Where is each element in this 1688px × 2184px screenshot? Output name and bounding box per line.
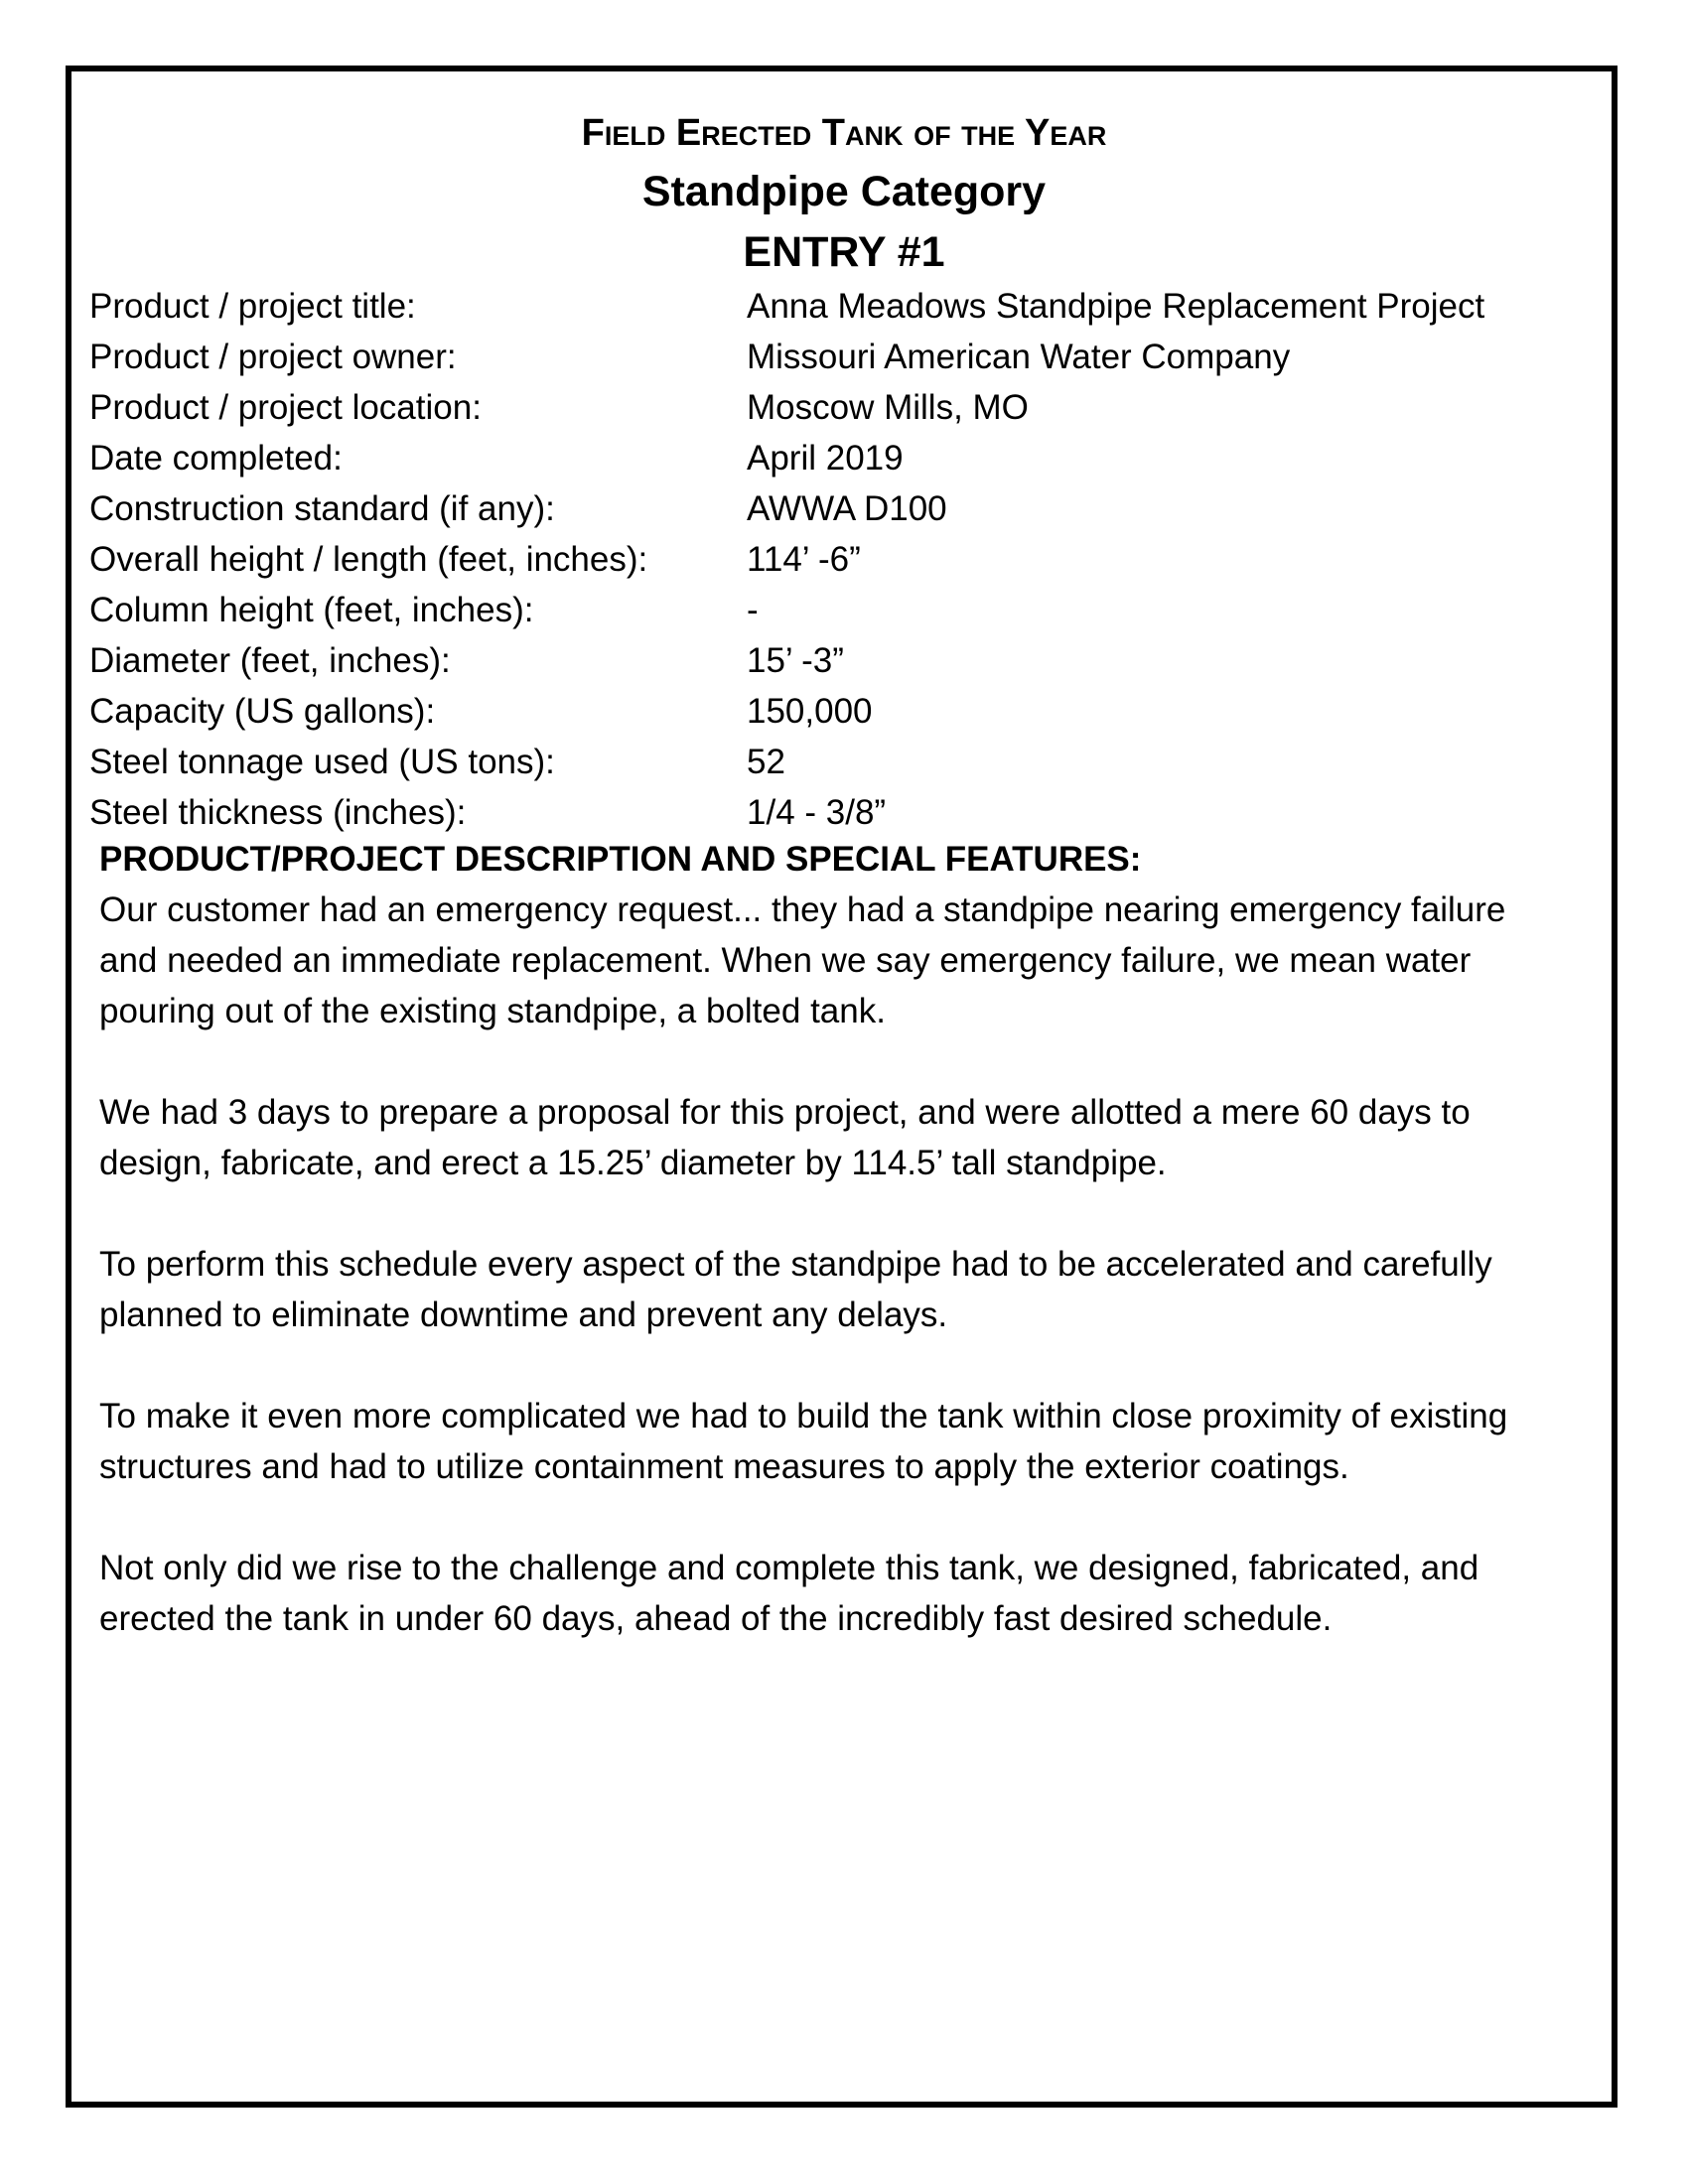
field-label: Overall height / length (feet, inches):	[89, 540, 648, 579]
field-value: 15’ -3”	[747, 641, 844, 680]
field-row-title	[89, 281, 1579, 332]
field-label: Steel tonnage used (US tons):	[89, 743, 555, 781]
description-paragraph: Not only did we rise to the challenge and complete this tank, we designed, fabricated, and erected the tank in under 60 days, ahead of the incredibly fast desired schedule.	[99, 1549, 1479, 1638]
field-value: 150,000	[747, 692, 873, 731]
description-section	[99, 834, 1559, 1695]
description-paragraph: To perform this schedule every aspect of the standpipe had to be accelerated and carefully planned to eliminate downtime and prevent any delays.	[99, 1245, 1492, 1334]
field-label: Diameter (feet, inches):	[89, 641, 451, 680]
field-label: Product / project title:	[89, 287, 416, 326]
field-row-standard	[89, 483, 1579, 534]
field-value: April 2019	[747, 439, 904, 478]
description-paragraph: We had 3 days to prepare a proposal for this project, and were allotted a mere 60 days to design, fabricate, and erect a 15.25’ diameter by 114.5’ tall standpipe.	[99, 1093, 1471, 1182]
field-value: -	[747, 591, 759, 629]
field-label: Steel thickness (inches):	[89, 793, 467, 832]
description-paragraph: To make it even more complicated we had to build the tank within close proximity of existing structures and had to utilize containment measures to apply the exterior coatings.	[99, 1397, 1508, 1486]
entry-number: ENTRY #1	[743, 228, 945, 276]
field-row-column-height	[89, 585, 1579, 635]
field-row-owner	[89, 332, 1579, 382]
description-paragraph: Our customer had an emergency request... they had a standpipe nearing emergency failure and needed an immediate replacement. When we say emergency failure, we mean water pouring out of the existing standpipe, a bolted tank.	[99, 890, 1506, 1030]
field-label: Product / project owner:	[89, 338, 457, 376]
field-label: Capacity (US gallons):	[89, 692, 436, 731]
field-row-capacity	[89, 686, 1579, 737]
field-row-date	[89, 433, 1579, 483]
category-title: Standpipe Category	[641, 168, 1047, 215]
field-row-diameter	[89, 635, 1579, 686]
field-label: Column height (feet, inches):	[89, 591, 534, 629]
field-label: Product / project location:	[89, 388, 482, 427]
field-row-location	[89, 382, 1579, 433]
field-value: 114’ -6”	[747, 540, 861, 579]
field-value: 52	[747, 743, 785, 781]
field-row-tonnage	[89, 737, 1579, 787]
field-value: 1/4 - 3/8”	[747, 793, 887, 832]
award-title: Field Erected Tank of the Year	[581, 112, 1107, 154]
field-value: Anna Meadows Standpipe Replacement Project	[747, 287, 1485, 326]
field-row-overall-height	[89, 534, 1579, 585]
field-row-thickness	[89, 787, 1579, 838]
field-label: Date completed:	[89, 439, 343, 478]
field-value: AWWA D100	[747, 489, 947, 528]
description-heading: PRODUCT/PROJECT DESCRIPTION AND SPECIAL FEATURES:	[99, 840, 1142, 879]
field-value: Moscow Mills, MO	[747, 388, 1029, 427]
field-label: Construction standard (if any):	[89, 489, 555, 528]
field-value: Missouri American Water Company	[747, 338, 1291, 376]
project-fields	[89, 281, 1579, 838]
